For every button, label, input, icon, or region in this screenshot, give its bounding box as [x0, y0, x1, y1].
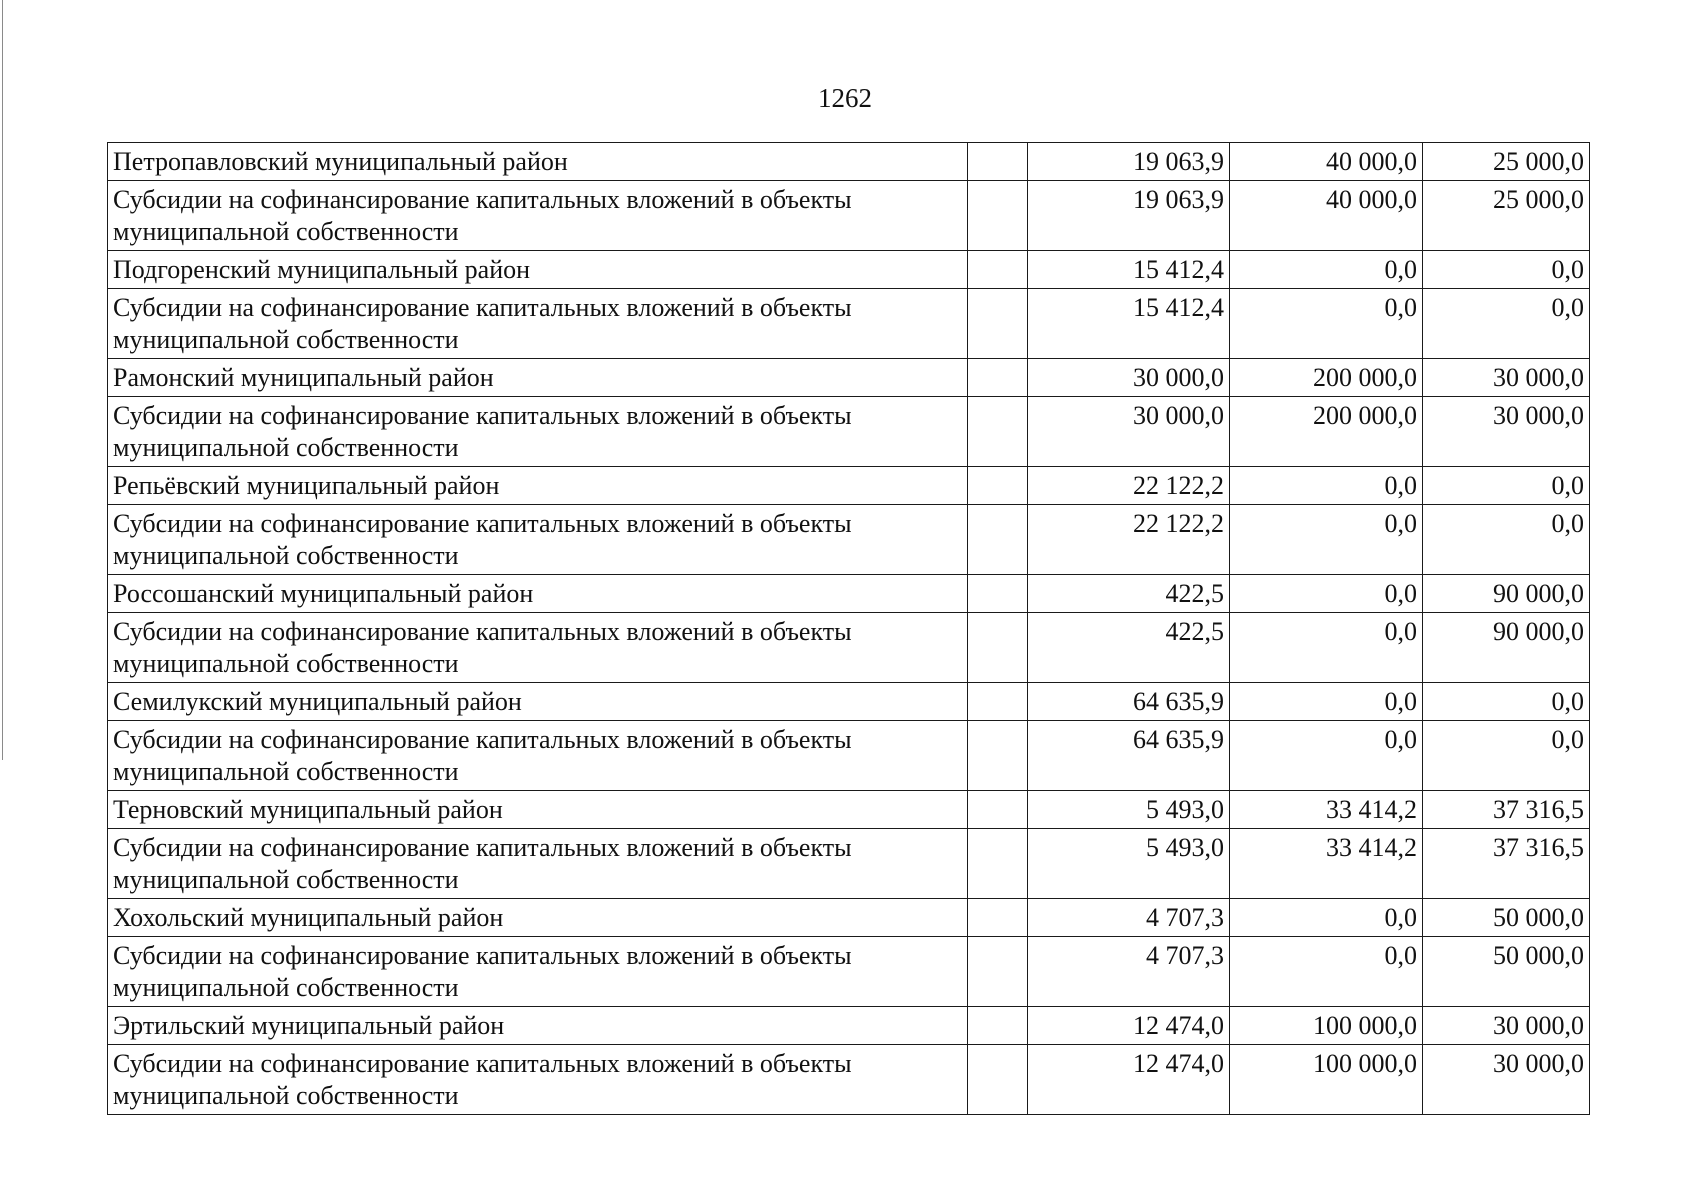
row-empty-cell	[968, 143, 1028, 181]
row-value-2-cell: 0,0	[1230, 289, 1423, 359]
district-row	[108, 899, 1590, 937]
row-value-1-cell: 12 474,0	[1028, 1045, 1230, 1115]
row-value-3-cell: 0,0	[1423, 251, 1590, 289]
row-value-2-cell: 0,0	[1230, 575, 1423, 613]
district-row	[108, 251, 1590, 289]
subsidy-row	[108, 397, 1590, 467]
row-value-1-cell: 22 122,2	[1028, 505, 1230, 575]
row-value-3-cell: 37 316,5	[1423, 791, 1590, 829]
row-value-2-cell: 0,0	[1230, 251, 1423, 289]
row-name-cell: Субсидии на софинансирование капитальных вложений в объекты муниципальной собственности	[108, 937, 968, 1007]
row-value-2-cell: 0,0	[1230, 613, 1423, 683]
row-value-3-cell: 30 000,0	[1423, 397, 1590, 467]
row-empty-cell	[968, 251, 1028, 289]
row-value-3-cell: 37 316,5	[1423, 829, 1590, 899]
subsidy-row	[108, 289, 1590, 359]
row-value-2-cell: 200 000,0	[1230, 359, 1423, 397]
row-value-1-cell: 30 000,0	[1028, 359, 1230, 397]
row-value-3-cell: 50 000,0	[1423, 937, 1590, 1007]
row-value-2-cell: 33 414,2	[1230, 829, 1423, 899]
row-value-1-cell: 15 412,4	[1028, 251, 1230, 289]
row-empty-cell	[968, 575, 1028, 613]
row-value-1-cell: 30 000,0	[1028, 397, 1230, 467]
row-name-cell: Хохольский муниципальный район	[108, 899, 968, 937]
row-empty-cell	[968, 613, 1028, 683]
row-value-2-cell: 0,0	[1230, 467, 1423, 505]
row-name-cell: Субсидии на софинансирование капитальных вложений в объекты муниципальной собственности	[108, 613, 968, 683]
row-value-3-cell: 25 000,0	[1423, 143, 1590, 181]
row-value-3-cell: 90 000,0	[1423, 575, 1590, 613]
row-value-1-cell: 15 412,4	[1028, 289, 1230, 359]
row-name-cell: Субсидии на софинансирование капитальных вложений в объекты муниципальной собственности	[108, 1045, 968, 1115]
district-row	[108, 359, 1590, 397]
row-value-2-cell: 200 000,0	[1230, 397, 1423, 467]
budget-table	[107, 142, 1590, 1115]
subsidy-row	[108, 181, 1590, 251]
subsidy-row	[108, 829, 1590, 899]
row-value-1-cell: 5 493,0	[1028, 791, 1230, 829]
row-value-3-cell: 30 000,0	[1423, 1045, 1590, 1115]
row-empty-cell	[968, 1007, 1028, 1045]
district-row	[108, 143, 1590, 181]
district-row	[108, 575, 1590, 613]
row-name-cell: Субсидии на софинансирование капитальных вложений в объекты муниципальной собственности	[108, 829, 968, 899]
row-value-1-cell: 12 474,0	[1028, 1007, 1230, 1045]
row-name-cell: Репьёвский муниципальный район	[108, 467, 968, 505]
row-empty-cell	[968, 289, 1028, 359]
row-value-1-cell: 4 707,3	[1028, 937, 1230, 1007]
row-value-3-cell: 0,0	[1423, 467, 1590, 505]
subsidy-row	[108, 937, 1590, 1007]
page-number: 1262	[818, 83, 872, 113]
row-value-3-cell: 0,0	[1423, 683, 1590, 721]
row-empty-cell	[968, 505, 1028, 575]
row-name-cell: Петропавловский муниципальный район	[108, 143, 968, 181]
row-value-1-cell: 422,5	[1028, 575, 1230, 613]
row-empty-cell	[968, 683, 1028, 721]
row-value-3-cell: 50 000,0	[1423, 899, 1590, 937]
row-name-cell: Субсидии на софинансирование капитальных вложений в объекты муниципальной собственности	[108, 721, 968, 791]
row-value-3-cell: 0,0	[1423, 289, 1590, 359]
row-value-3-cell: 0,0	[1423, 721, 1590, 791]
row-empty-cell	[968, 937, 1028, 1007]
row-name-cell: Субсидии на софинансирование капитальных вложений в объекты муниципальной собственности	[108, 505, 968, 575]
row-value-2-cell: 0,0	[1230, 899, 1423, 937]
district-row	[108, 467, 1590, 505]
row-value-1-cell: 4 707,3	[1028, 899, 1230, 937]
row-empty-cell	[968, 899, 1028, 937]
scan-edge-line	[2, 0, 3, 760]
row-value-3-cell: 0,0	[1423, 505, 1590, 575]
row-name-cell: Подгоренский муниципальный район	[108, 251, 968, 289]
row-name-cell: Россошанский муниципальный район	[108, 575, 968, 613]
subsidy-row	[108, 721, 1590, 791]
row-empty-cell	[968, 1045, 1028, 1115]
row-name-cell: Рамонский муниципальный район	[108, 359, 968, 397]
row-empty-cell	[968, 721, 1028, 791]
row-value-3-cell: 30 000,0	[1423, 1007, 1590, 1045]
row-value-1-cell: 64 635,9	[1028, 683, 1230, 721]
row-name-cell: Субсидии на софинансирование капитальных вложений в объекты муниципальной собственности	[108, 397, 968, 467]
row-value-1-cell: 5 493,0	[1028, 829, 1230, 899]
row-value-2-cell: 0,0	[1230, 721, 1423, 791]
row-name-cell: Эртильский муниципальный район	[108, 1007, 968, 1045]
row-value-2-cell: 33 414,2	[1230, 791, 1423, 829]
row-empty-cell	[968, 359, 1028, 397]
subsidy-row	[108, 613, 1590, 683]
row-value-2-cell: 0,0	[1230, 937, 1423, 1007]
row-empty-cell	[968, 467, 1028, 505]
row-value-1-cell: 422,5	[1028, 613, 1230, 683]
subsidy-row	[108, 505, 1590, 575]
district-row	[108, 791, 1590, 829]
row-value-3-cell: 90 000,0	[1423, 613, 1590, 683]
district-row	[108, 683, 1590, 721]
row-name-cell: Семилукский муниципальный район	[108, 683, 968, 721]
row-value-2-cell: 100 000,0	[1230, 1045, 1423, 1115]
row-value-1-cell: 19 063,9	[1028, 181, 1230, 251]
row-value-3-cell: 30 000,0	[1423, 359, 1590, 397]
row-value-2-cell: 0,0	[1230, 505, 1423, 575]
row-empty-cell	[968, 181, 1028, 251]
row-empty-cell	[968, 791, 1028, 829]
row-name-cell: Субсидии на софинансирование капитальных вложений в объекты муниципальной собственности	[108, 181, 968, 251]
row-value-3-cell: 25 000,0	[1423, 181, 1590, 251]
row-empty-cell	[968, 829, 1028, 899]
subsidy-row	[108, 1045, 1590, 1115]
row-empty-cell	[968, 397, 1028, 467]
row-value-2-cell: 0,0	[1230, 683, 1423, 721]
district-row	[108, 1007, 1590, 1045]
row-value-2-cell: 100 000,0	[1230, 1007, 1423, 1045]
row-value-2-cell: 40 000,0	[1230, 143, 1423, 181]
row-name-cell: Субсидии на софинансирование капитальных вложений в объекты муниципальной собственности	[108, 289, 968, 359]
budget-table-body	[108, 143, 1590, 1115]
row-value-1-cell: 64 635,9	[1028, 721, 1230, 791]
row-value-1-cell: 19 063,9	[1028, 143, 1230, 181]
row-name-cell: Терновский муниципальный район	[108, 791, 968, 829]
row-value-1-cell: 22 122,2	[1028, 467, 1230, 505]
row-value-2-cell: 40 000,0	[1230, 181, 1423, 251]
